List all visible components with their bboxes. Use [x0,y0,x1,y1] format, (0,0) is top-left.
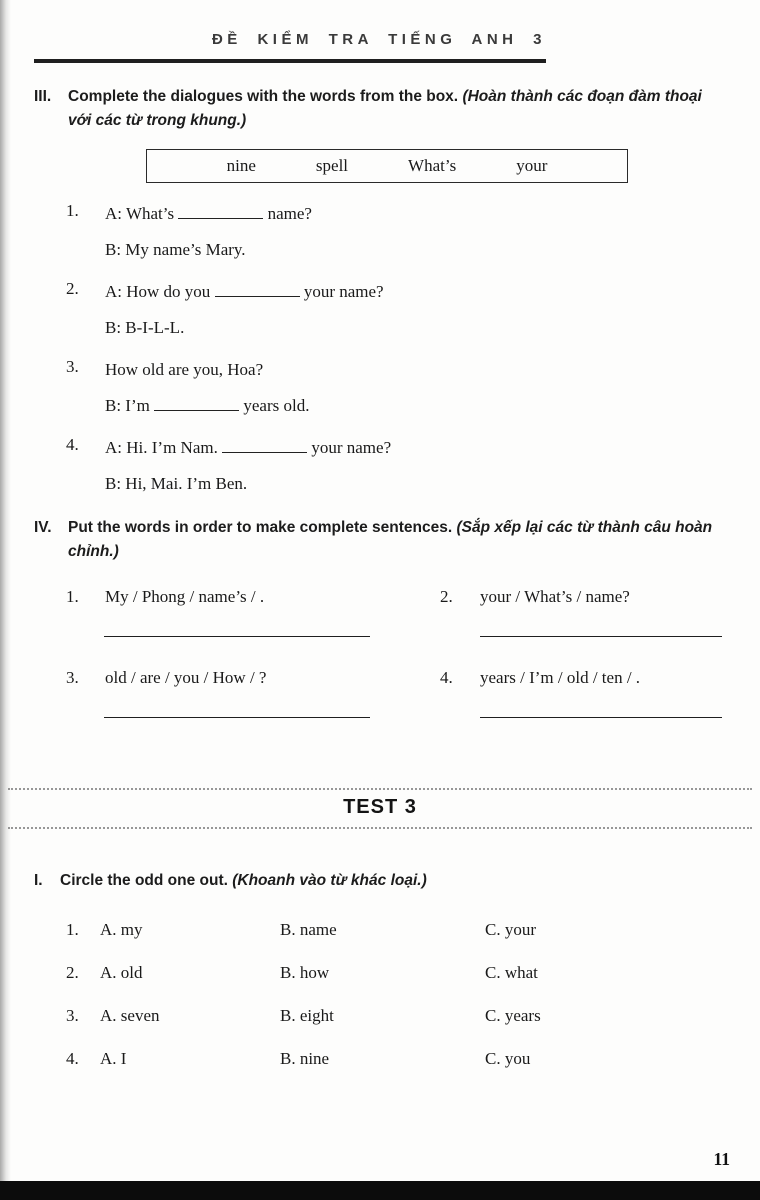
word-box-word: What’s [408,155,457,175]
order-sentence [66,584,406,609]
dialogue-body [105,279,384,340]
line-text: B: B-I-L-L. [105,317,185,337]
section-title-vi: (Khoanh vào từ khác loại.) [232,871,427,889]
answer-line [104,717,370,718]
item-number: 1. [66,200,79,220]
dialogue-line-b [105,315,384,340]
line-text: your name? [303,281,384,301]
line-text: B: I’m [105,395,150,415]
section-number: IV. [34,518,52,536]
page-header [34,30,724,63]
word-order-grid [34,584,724,718]
section-title [60,869,427,893]
dialogue-body [105,357,309,418]
order-item [440,584,724,637]
option-b: B. nine [280,1048,330,1068]
dialogue-line-a [105,357,309,382]
section-title-en: Put the words in order to make complete sentences. [68,518,453,536]
section-i-heading [34,869,724,893]
line-text: A: Hi. I’m Nam. [105,437,218,457]
option-b: B. eight [280,1005,334,1025]
option-b: B. how [280,962,330,982]
section-title-en: Complete the dialogues with the words from the box. [68,87,459,105]
order-item [34,584,406,637]
dialogue-line-b [105,237,312,262]
option-c: C. you [485,1048,531,1068]
option-a: A. I [100,1048,127,1068]
odd-one-out-row [66,917,724,942]
line-text: How old are you, Hoa? [105,359,264,379]
test-divider [8,788,752,829]
odd-one-out-list [66,917,724,1071]
scan-shadow-left [0,0,11,1200]
section-iv-heading [34,516,724,564]
order-text: old / are / you / How / ? [105,667,267,687]
section-iii-heading [34,85,724,133]
order-text: My / Phong / name’s / . [105,586,265,606]
option-c: C. years [485,1005,541,1025]
order-text: years / I’m / old / ten / . [480,667,641,687]
dialogue-item [66,201,724,262]
dialogue-line-a [105,201,312,226]
word-box-word: nine [226,155,256,175]
option-a: A. old [100,962,143,982]
test-title: TEST 3 [343,795,417,818]
section-iii [34,85,724,496]
item-number: 4. [66,434,79,454]
order-sentence [440,665,724,690]
dotted-rule-bottom [8,827,752,829]
line-text: your name? [311,437,392,457]
item-number: 1. [66,919,79,939]
odd-one-out-row [66,1003,724,1028]
order-sentence [66,665,406,690]
line-text: years old. [243,395,310,415]
dialogue-line-a [105,435,391,460]
dialogue-body [105,435,391,496]
line-text: B: Hi, Mai. I’m Ben. [105,473,248,493]
answer-line [480,717,722,718]
order-sentence [440,584,724,609]
item-number: 4. [440,667,453,687]
word-box-word: spell [315,155,349,175]
dialogue-list [34,201,724,496]
item-number: 2. [66,962,79,982]
section-title-vi: (Hoàn thành các đoạn đàm thoại với các từ trong khung.) [68,87,702,129]
dialogue-line-a [105,279,384,304]
section-i [34,869,724,1071]
line-text: B: My name’s Mary. [105,239,246,259]
option-b: B. name [280,919,337,939]
order-item [34,665,406,718]
item-number: 3. [66,1005,79,1025]
answer-blank [222,438,307,453]
item-number: 4. [66,1048,79,1068]
item-number: 3. [66,667,79,687]
line-text: A: How do you [105,281,211,301]
option-a: A. seven [100,1005,160,1025]
header-rule [34,59,546,63]
item-number: 3. [66,356,79,376]
line-text: name? [267,203,312,223]
item-number: 1. [66,586,79,606]
section-title [68,85,724,133]
answer-blank [178,204,263,219]
answer-line [480,636,722,637]
answer-line [104,636,370,637]
word-box-word: your [516,155,548,175]
order-item [440,665,724,718]
line-text: A: What’s [105,203,175,223]
section-title-vi: (Sắp xếp lại các từ thành câu hoàn chỉnh.) [68,518,713,560]
option-c: C. your [485,919,536,939]
section-title-en: Circle the odd one out. [60,871,228,889]
scan-bar-bottom [0,1181,760,1200]
page-number: 11 [713,1149,730,1169]
dialogue-line-b [105,471,391,496]
word-box [146,149,628,183]
dialogue-line-b [105,393,309,418]
order-text: your / What’s / name? [480,586,630,606]
item-number: 2. [440,586,453,606]
odd-one-out-row [66,1046,724,1071]
odd-one-out-row [66,960,724,985]
section-number: I. [34,871,43,889]
answer-blank [154,396,239,411]
option-c: C. what [485,962,538,982]
section-number: III. [34,87,52,105]
dialogue-item [66,279,724,340]
option-a: A. my [100,919,143,939]
answer-blank [215,282,300,297]
dialogue-body [105,201,312,262]
dialogue-item [66,357,724,418]
item-number: 2. [66,278,79,298]
page-title: ĐỀ KIỂM TRA TIẾNG ANH 3 [211,31,547,48]
section-iv [34,516,724,718]
dialogue-item [66,435,724,496]
section-title [68,516,724,564]
